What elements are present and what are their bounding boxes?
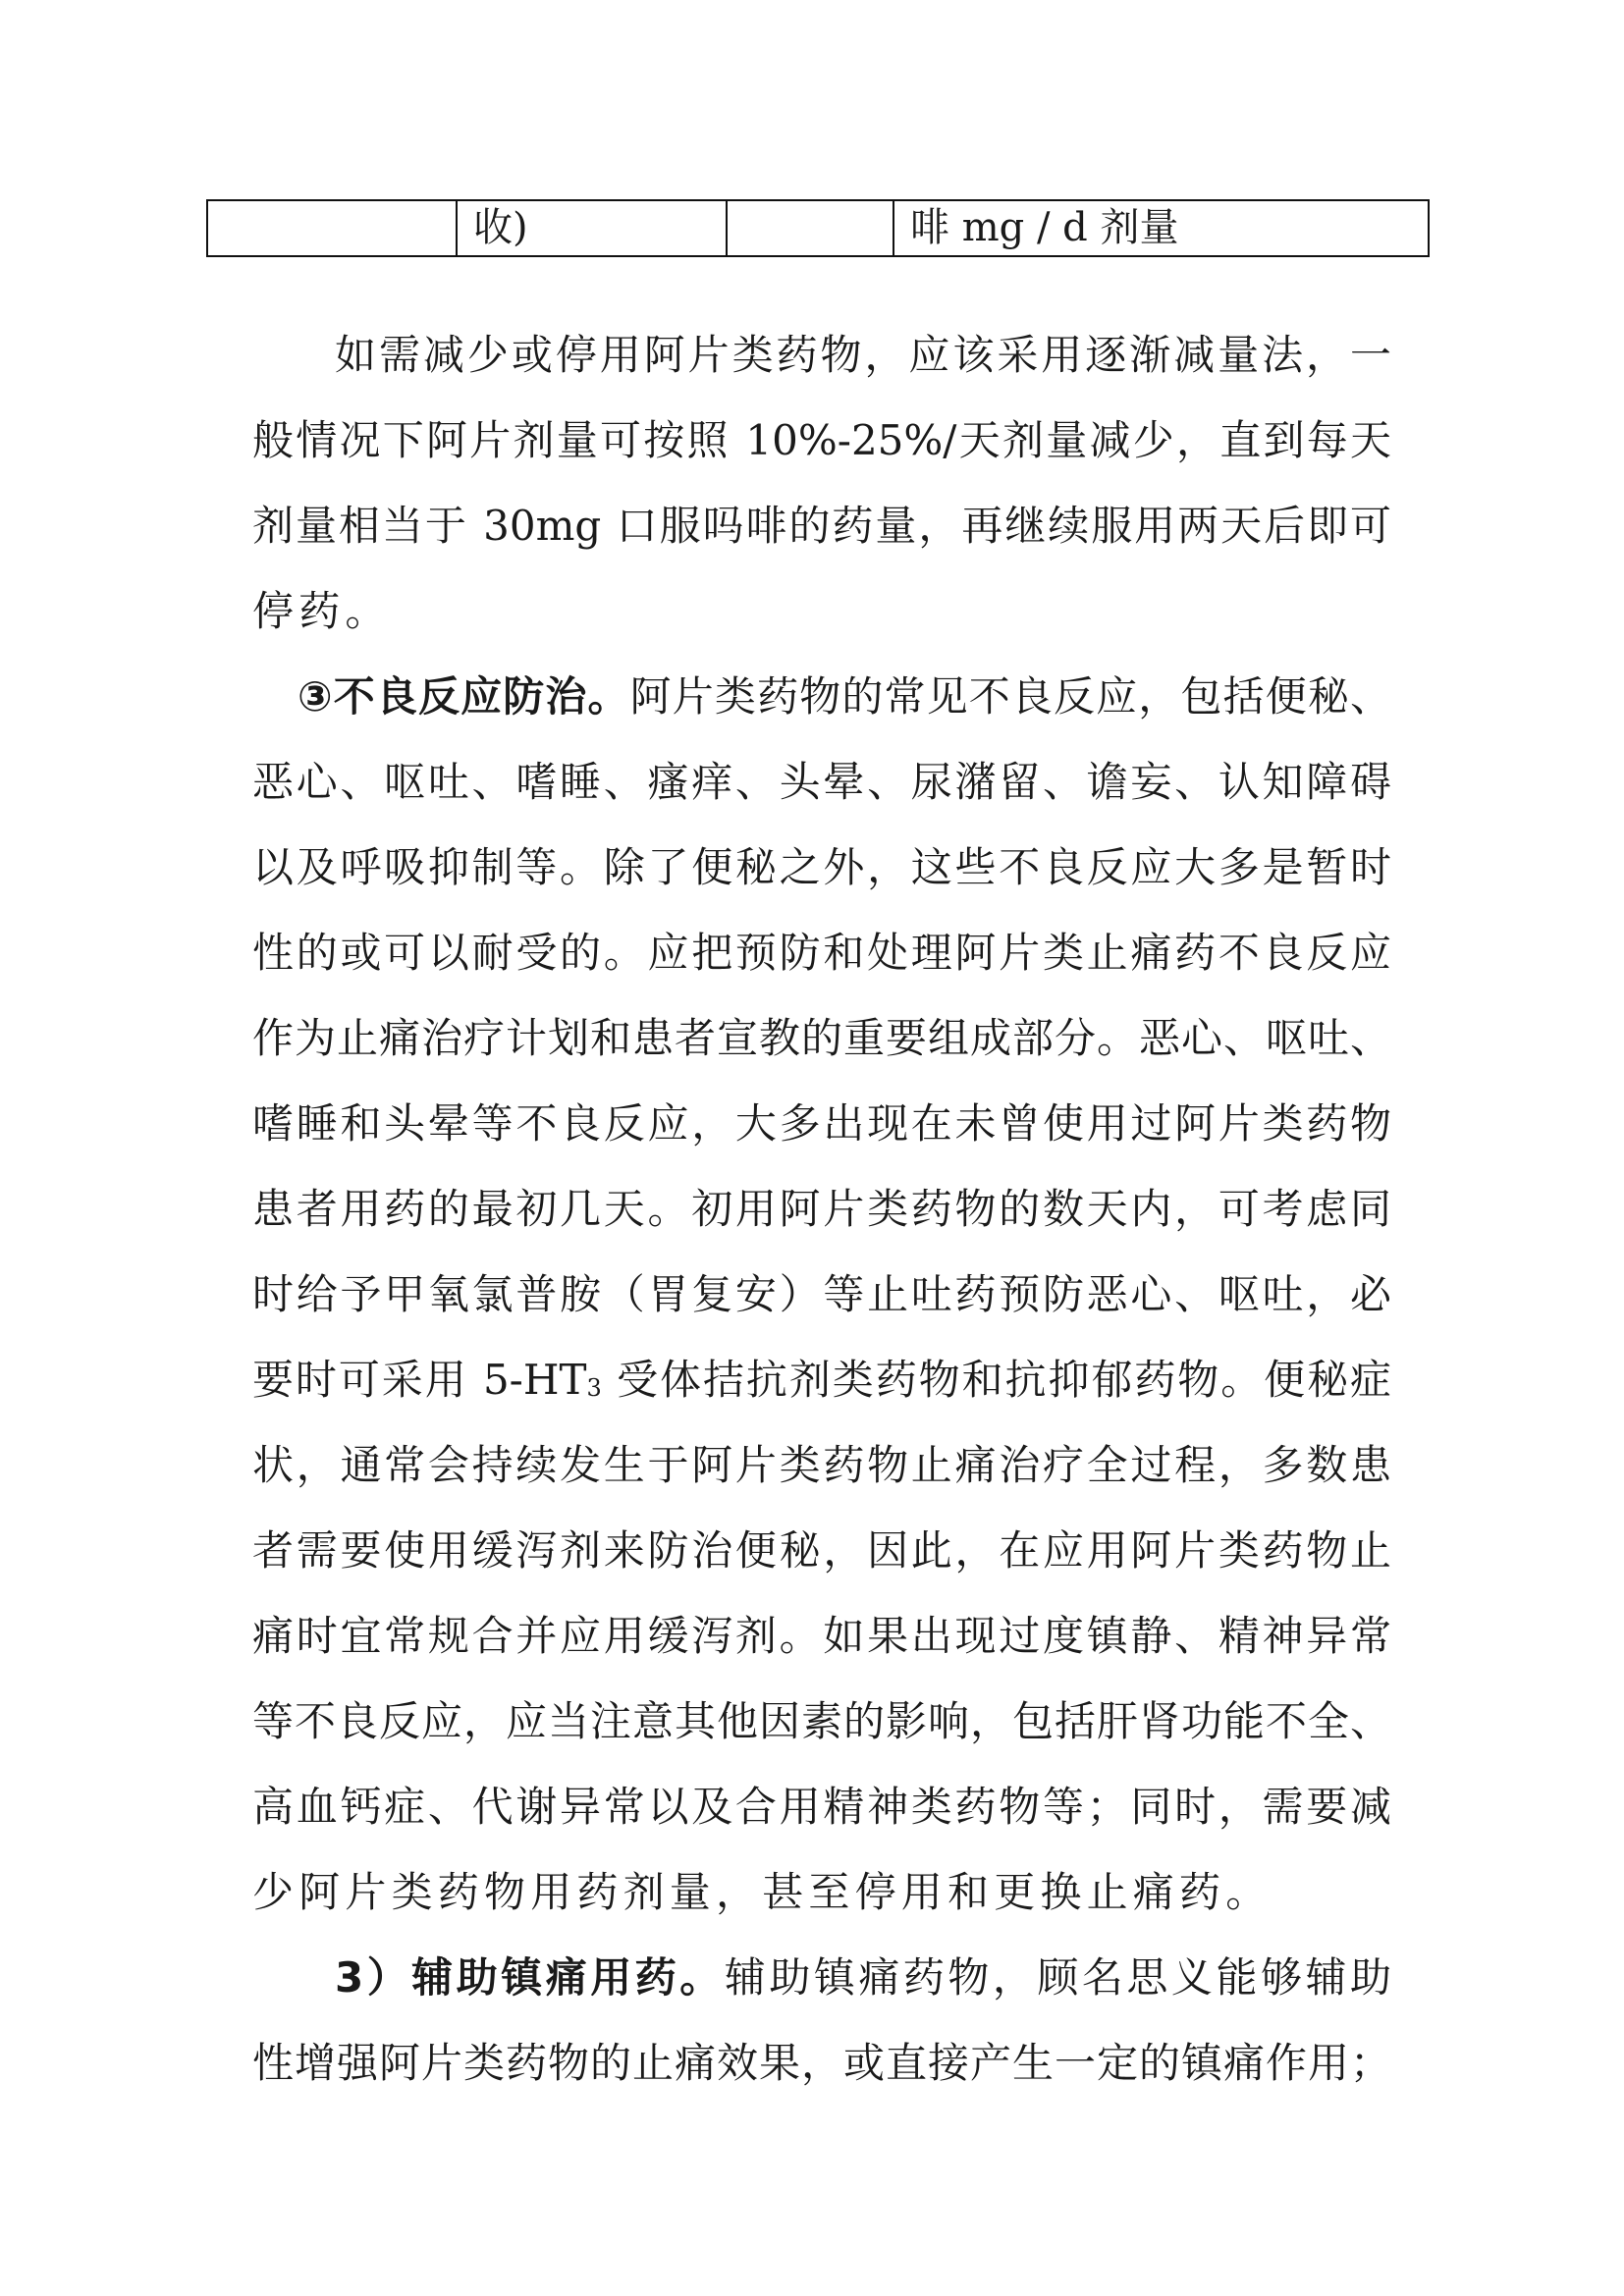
text-line: [252, 1337, 1391, 1422]
table-row: [207, 200, 1429, 256]
text-line: 以及呼吸抑制等。除了便秘之外，这些不良反应大多是暂时: [252, 843, 1391, 891]
text-line: [252, 654, 1391, 739]
continued-table: [206, 199, 1428, 257]
text-span: 要时可采用 5-HT: [252, 1356, 587, 1404]
text-line: 如需减少或停用阿片类药物，应该采用逐渐减量法，一: [335, 331, 1391, 379]
text-line: 患者用药的最初几天。初用阿片类药物的数天内，可考虑同: [252, 1185, 1391, 1233]
text-line: 状，通常会持续发生于阿片类药物止痛治疗全过程，多数患: [252, 1441, 1391, 1489]
text-line: 嗜睡和头晕等不良反应，大多出现在未曾使用过阿片类药物: [252, 1099, 1391, 1148]
text-line: 停药。: [252, 587, 392, 635]
section-heading: 3）辅助镇痛用药。: [335, 1953, 725, 2002]
text-line: 少阿片类药物用药剂量，甚至停用和更换止痛药。: [252, 1868, 1272, 1916]
table-cell: [207, 200, 457, 256]
text-line: 恶心、呕吐、嗜睡、瘙痒、头晕、尿潴留、谵妄、认知障碍: [252, 758, 1391, 806]
text-line: 等不良反应，应当注意其他因素的影响，包括肝肾功能不全、: [252, 1697, 1391, 1745]
table-cell: 收): [457, 200, 727, 256]
text-span: 受体拮抗剂类药物和抗抑郁药物。便秘症: [601, 1356, 1392, 1404]
text-line: 性的或可以耐受的。应把预防和处理阿片类止痛药不良反应: [252, 929, 1391, 977]
text-span: 阿片类药物的常见不良反应，包括便秘、: [629, 672, 1391, 721]
text-span: 辅助镇痛药物，顾名思义能够辅助: [724, 1953, 1391, 2002]
text-line: [252, 1935, 1391, 2020]
text-line: 剂量相当于 30mg 口服吗啡的药量，再继续服用两天后即可: [252, 502, 1391, 550]
text-line: 时给予甲氧氯普胺（胃复安）等止吐药预防恶心、呕吐，必: [252, 1270, 1391, 1318]
table-cell: [727, 200, 893, 256]
dosage-table: [206, 199, 1430, 257]
section-heading: ③不良反应防治。: [298, 672, 630, 721]
document-body: [252, 312, 1391, 2106]
table-cell: 啡 mg / d 剂量: [893, 200, 1429, 256]
text-line: 般情况下阿片剂量可按照 10%-25%/天剂量减少，直到每天: [252, 416, 1391, 464]
text-line: 作为止痛治疗计划和患者宣教的重要组成部分。恶心、呕吐、: [252, 1014, 1391, 1062]
text-line: 性增强阿片类药物的止痛效果，或直接产生一定的镇痛作用；: [252, 2039, 1391, 2087]
text-line: 者需要使用缓泻剂来防治便秘，因此，在应用阿片类药物止: [252, 1526, 1391, 1575]
text-line: 高血钙症、代谢异常以及合用精神类药物等；同时，需要减: [252, 1783, 1391, 1831]
text-line: 痛时宜常规合并应用缓泻剂。如果出现过度镇静、精神异常: [252, 1612, 1391, 1660]
subscript: 3: [586, 1374, 602, 1402]
